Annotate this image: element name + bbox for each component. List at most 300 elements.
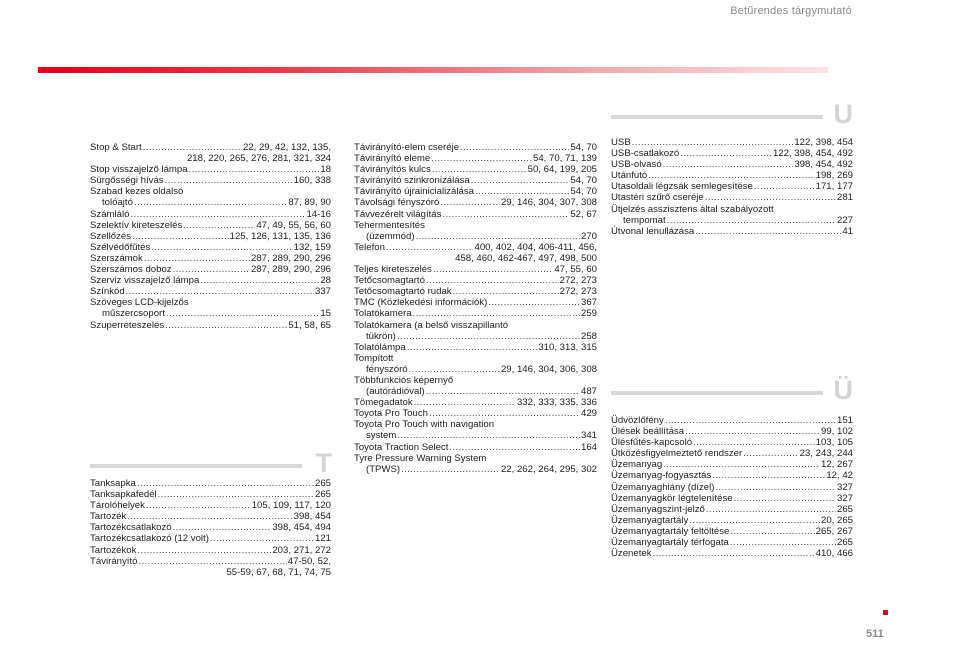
entry-pages: 54, 70 [570,142,597,153]
entry-pages: 265 [836,537,853,549]
index-entry [611,493,853,504]
entry-pages: 51, 58, 65 [288,319,331,331]
entry-label: Üdvözlőfény [611,415,664,426]
dot-leader [165,320,287,331]
entry-pages: 47, 55, 60 [554,264,597,276]
entry-row [611,437,853,448]
entry-label: tempomat [623,214,666,226]
entry-row [611,526,853,537]
entry-pages: 105, 109, 117, 120 [251,500,331,512]
entry-pages: 287, 289, 290, 296 [250,264,331,276]
entry-row [611,192,853,203]
index-column-uu [611,415,853,559]
index-entry [354,342,597,353]
entry-pages: 15 [320,308,331,320]
entry-label: Számláló [90,208,130,220]
dot-leader [663,159,794,170]
dot-leader [134,197,287,208]
entry-row [611,415,853,426]
dot-leader [158,489,314,500]
entry-pages: 327 [836,492,853,504]
entry-pages: 270 [580,230,597,242]
entry-row [354,397,597,408]
entry-row [354,408,597,419]
entry-pages: 41 [842,225,853,237]
entry-row [611,426,853,437]
entry-pages-continued: 55-59, 67, 68, 71, 74, 75 [226,566,331,578]
entry-pages: 54, 70 [570,175,597,187]
entry-label: system [366,430,397,442]
index-entry [354,164,597,175]
dot-leader [144,253,250,264]
entry-label: Szerszámok [90,252,143,264]
entry-label: Tanksapka [90,478,136,489]
entry-label: Stop & Start [90,142,142,153]
index-entry [611,159,853,170]
index-entry [611,448,853,459]
dot-leader [127,511,292,522]
entry-row [611,159,853,170]
entry-label: Tolatókamera [354,308,412,320]
entry-label: Üzemanyagtartály [611,514,689,526]
entry-label: Tömegadatok [354,397,413,409]
entry-pages: 410, 466 [815,548,853,560]
entry-label: Tetőcsomagtartó [354,275,425,287]
entry-label: Távirányítós kulcs [354,164,431,176]
entry-label: Tartozékcsatlakozó [90,522,172,534]
entry-pages: 29, 146, 304, 307, 308 [500,197,597,209]
entry-label: Üzemanyagtartály térfogata [611,537,729,549]
dot-leader [386,242,474,253]
dot-leader [143,142,242,153]
dot-leader [432,164,527,175]
dot-leader [137,545,271,556]
index-entry [611,181,853,192]
dot-leader [401,464,500,475]
entry-row [90,275,331,286]
index-entry [611,415,853,426]
entry-row [90,511,331,522]
index-entry [90,142,331,164]
entry-pages: 287, 289, 290, 296 [250,252,331,264]
dot-leader [648,170,814,181]
dot-leader [632,137,794,148]
entry-label: Távolsági fényszóró [354,197,440,209]
entry-row [90,286,331,297]
entry-pages: 103, 105 [815,437,853,449]
dot-leader [680,148,772,159]
entry-row [354,197,597,208]
entry-row [354,231,597,242]
entry-heading: Szöveges LCD-kijelzős [90,297,189,309]
entry-pages: 265, 267 [815,525,853,537]
entry-row [90,242,331,253]
entry-pages: 47-50, 52, [287,555,331,567]
dot-leader [416,231,580,242]
index-entry [90,522,331,533]
entry-pages: 265 [314,478,331,489]
index-entry [354,419,597,441]
section-heading-u [611,99,853,129]
index-entry [611,526,853,537]
entry-row [90,142,331,153]
index-entry [611,459,853,470]
index-entry [611,537,853,548]
index-entry [354,286,597,297]
entry-row [90,197,331,208]
entry-label: Tolatólámpa [354,341,406,353]
entry-row [354,386,597,397]
index-entry [354,175,597,186]
dot-leader [165,175,293,186]
entry-pages: 265 [836,503,853,515]
entry-row [354,164,597,175]
entry-label: Üzemanyag-fogyasztás [611,470,712,482]
index-entry [90,264,331,275]
entry-row [354,153,597,164]
entry-pages: 18 [320,164,331,176]
index-entry [90,500,331,511]
entry-label: Teljes kireteszelés [354,264,432,276]
entry-label: USB-csatlakozó [611,148,680,160]
dot-leader [743,448,798,459]
dot-leader [705,192,836,203]
entry-label: Üzemanyaghiány (dízel) [611,481,715,493]
index-entry [90,231,331,242]
entry-pages: 12, 42 [826,470,853,482]
entry-heading: Ütjelzés asszisztens által szabályozott [611,203,774,215]
dot-leader [453,286,559,297]
entry-label: (TPWS) [366,463,401,475]
dot-leader [685,426,820,437]
index-entry [90,511,331,522]
entry-row [90,164,331,175]
index-column-s-part [90,142,331,331]
entry-row [611,215,853,226]
index-entry [354,153,597,164]
entry-heading: Szabad kezes oldalsó [90,186,184,198]
entry-row [354,430,597,441]
dot-leader [706,504,836,515]
entry-row [611,459,853,470]
entry-label: Távirányító szinkronizálása [354,175,470,187]
entry-pages: 337 [314,286,331,298]
dot-leader [471,175,570,186]
entry-label: Szelektív kireteszelés [90,219,183,231]
entry-row [90,253,331,264]
entry-label: Toyota Pro Touch [354,408,428,420]
entry-label: tükrön) [366,330,396,342]
entry-heading: Tompított [354,352,394,364]
index-entry [90,286,331,297]
entry-row [611,148,853,159]
entry-label: műszercsoport [102,308,165,320]
page-marker [883,610,888,615]
entry-label: Tartozékcsatlakozó (12 volt) [90,533,209,545]
dot-leader [442,209,569,220]
entry-label: Szélvédőfűtés [90,241,151,253]
entry-label: Szellőzés [90,230,132,242]
index-column-t-part2 [354,142,597,475]
dot-leader [667,215,836,226]
dot-leader [166,308,319,319]
index-entry [90,220,331,231]
entry-label: Sürgősségi hívás [90,175,164,187]
entry-pages: 398, 454, 492 [794,159,853,171]
entry-row [354,331,597,342]
entry-row [90,220,331,231]
dot-leader [715,482,836,493]
index-entry [611,148,853,159]
entry-row [354,364,597,375]
entry-label: Távirányító eleme [354,153,431,165]
entry-pages: 50, 64, 199, 205 [527,164,597,176]
entry-pages: 151 [836,415,853,426]
entry-label: fényszóró [366,363,408,375]
entry-label: (üzemmód) [366,230,415,242]
index-entry [354,375,597,397]
entry-label: USB [611,137,631,148]
dot-leader [730,537,836,548]
dot-leader [414,397,516,408]
entry-label: Útvonal lenullázása [611,225,695,237]
section-heading-uu [611,375,853,405]
index-entry [354,209,597,220]
entry-pages: 198, 269 [815,170,853,182]
entry-label: Utasoldali légzsák semlegesítése [611,181,753,193]
index-entry [611,437,853,448]
index-entry [611,170,853,181]
index-column-u [611,137,853,237]
entry-label: TMC (Közlekedési információk) [354,297,488,309]
entry-pages: 400, 402, 404, 406-411, 456, [474,241,597,253]
dot-leader [665,415,836,426]
dot-leader [695,226,841,237]
dot-leader [712,470,825,481]
dot-leader [449,442,580,453]
index-entry [354,320,597,342]
index-entry [611,192,853,203]
index-entry [611,548,853,559]
dot-leader [407,342,538,353]
entry-pages: 332, 333, 335, 336 [516,397,597,409]
entry-pages: 272, 273 [559,275,597,287]
dot-leader [146,500,251,511]
section-divider [611,115,823,119]
dot-leader [183,220,255,231]
entry-label: Üzemanyag [611,459,663,471]
entry-pages: 122, 398, 454 [794,137,853,148]
entry-label: Telefon [354,241,385,253]
dot-leader [138,556,286,567]
entry-pages-continued: 218, 220, 265, 276, 281, 321, 324 [186,153,331,165]
entry-pages: 227 [836,214,853,226]
index-column-t-part1 [90,478,331,578]
index-entry [90,556,331,578]
dot-leader [689,515,820,526]
dot-leader [754,181,815,192]
index-entry [354,442,597,453]
index-entry [611,204,853,226]
entry-row [90,522,331,533]
index-entry [611,504,853,515]
index-entry [354,142,597,153]
dot-leader [413,308,580,319]
entry-row [90,209,331,220]
entry-row [354,275,597,286]
section-divider [90,464,302,468]
dot-leader [173,264,250,275]
entry-pages: 265 [314,489,331,501]
entry-pages: 125, 126, 131, 135, 136 [229,230,331,242]
index-entry [90,275,331,286]
dot-leader [730,526,814,537]
index-entry [90,478,331,489]
index-entry [90,175,331,186]
entry-pages: 23, 243, 244 [799,448,853,460]
dot-leader [132,231,229,242]
entry-label: Utánfutó [611,170,648,182]
index-entry [354,264,597,275]
entry-heading: Többfunkciós képernyő [354,374,454,386]
index-entry [90,164,331,175]
entry-pages: 52, 67 [570,208,597,220]
entry-label: (autórádióval) [366,386,425,398]
entry-pages: 22, 262, 264, 295, 302 [500,463,597,475]
entry-heading: Tyre Pressure Warning System [354,452,487,464]
entry-pages: 132, 159 [293,241,331,253]
dot-leader [663,459,820,470]
entry-label: Tartozékok [90,544,137,556]
index-entry [354,186,597,197]
dot-leader [210,533,314,544]
index-entry [354,297,597,308]
entry-pages: 121 [314,533,331,545]
entry-label: Távirányító újrainicializálása [354,186,474,198]
dot-leader [431,153,532,164]
index-entry [90,242,331,253]
dot-leader [126,286,314,297]
section-letter: T [315,448,332,478]
entry-row [611,226,853,237]
entry-pages: 29, 146, 304, 306, 308 [500,363,597,375]
entry-row [354,297,597,308]
entry-pages: 398, 454 [293,511,331,523]
index-entry [354,275,597,286]
dot-leader [433,264,553,275]
entry-row [354,308,597,319]
entry-label: Ülésfűtés-kapcsoló [611,437,693,449]
index-entry [354,197,597,208]
index-entry [90,545,331,556]
entry-row [354,209,597,220]
entry-row [354,464,597,475]
entry-label: Toyota Traction Select [354,441,449,453]
entry-row [90,556,331,567]
dot-leader [475,186,569,197]
index-entry [611,470,853,481]
entry-pages: 258 [580,330,597,342]
entry-label: Tárolóhelyek [90,500,145,512]
entry-row [611,170,853,181]
entry-label: Üzemanyagszint-jelző [611,503,705,515]
index-entry [354,242,597,264]
index-entry [611,482,853,493]
page-number: 511 [866,628,884,640]
index-entry [90,489,331,500]
dot-leader [409,364,500,375]
entry-row [611,493,853,504]
index-entry [354,353,597,375]
entry-pages: 20, 265 [820,514,853,526]
entry-label: tolóajtó [102,197,133,209]
entry-label: Tartozék [90,511,127,523]
dot-leader [488,297,580,308]
entry-row [90,320,331,331]
entry-row [354,142,597,153]
entry-row [354,442,597,453]
entry-row [354,342,597,353]
dot-leader [426,275,559,286]
entry-row [611,448,853,459]
entry-label: Tetőcsomagtartó rudak [354,286,452,298]
entry-pages: 12, 267 [820,459,853,471]
index-entry [354,220,597,242]
entry-row [90,500,331,511]
entry-row [611,482,853,493]
entry-row [354,175,597,186]
entry-pages: 341 [580,430,597,442]
entry-label: Stop visszajelző lámpa [90,164,188,176]
entry-heading: Tehermentesítés [354,219,425,231]
entry-pages: 87, 89, 90 [288,197,331,209]
entry-row [90,175,331,186]
entry-pages: 160, 338 [293,175,331,187]
entry-label: Ütközésfigyelmeztető rendszer [611,448,743,460]
entry-label: Távirányító-elem cseréje [354,142,460,153]
entry-pages: 54, 70 [570,186,597,198]
entry-row [90,533,331,544]
entry-pages: 164 [580,441,597,453]
section-heading-t [90,448,332,478]
entry-pages: 54, 70, 71, 139 [532,153,597,165]
dot-leader [397,331,580,342]
entry-row [90,478,331,489]
dot-leader [151,242,292,253]
entry-heading: Tolatókamera (a belső visszapillantó [354,319,509,331]
entry-row [354,186,597,197]
entry-label: Üzenetek [611,548,652,560]
entry-pages: 327 [836,481,853,493]
index-entry [354,397,597,408]
entry-row [611,504,853,515]
entry-row [354,264,597,275]
dot-leader [189,164,320,175]
dot-leader [397,430,580,441]
dot-leader [200,275,319,286]
entry-pages-continued: 458, 460, 462-467, 497, 498, 500 [455,252,597,264]
index-entry [354,453,597,475]
entry-label: Távirányító [90,555,138,567]
entry-label: Tanksapkafedél [90,489,157,501]
dot-leader [653,548,815,559]
entry-row [90,231,331,242]
index-entry [90,253,331,264]
index-entry [90,297,331,319]
dot-leader [426,386,580,397]
entry-row [354,242,597,253]
index-entry [611,426,853,437]
